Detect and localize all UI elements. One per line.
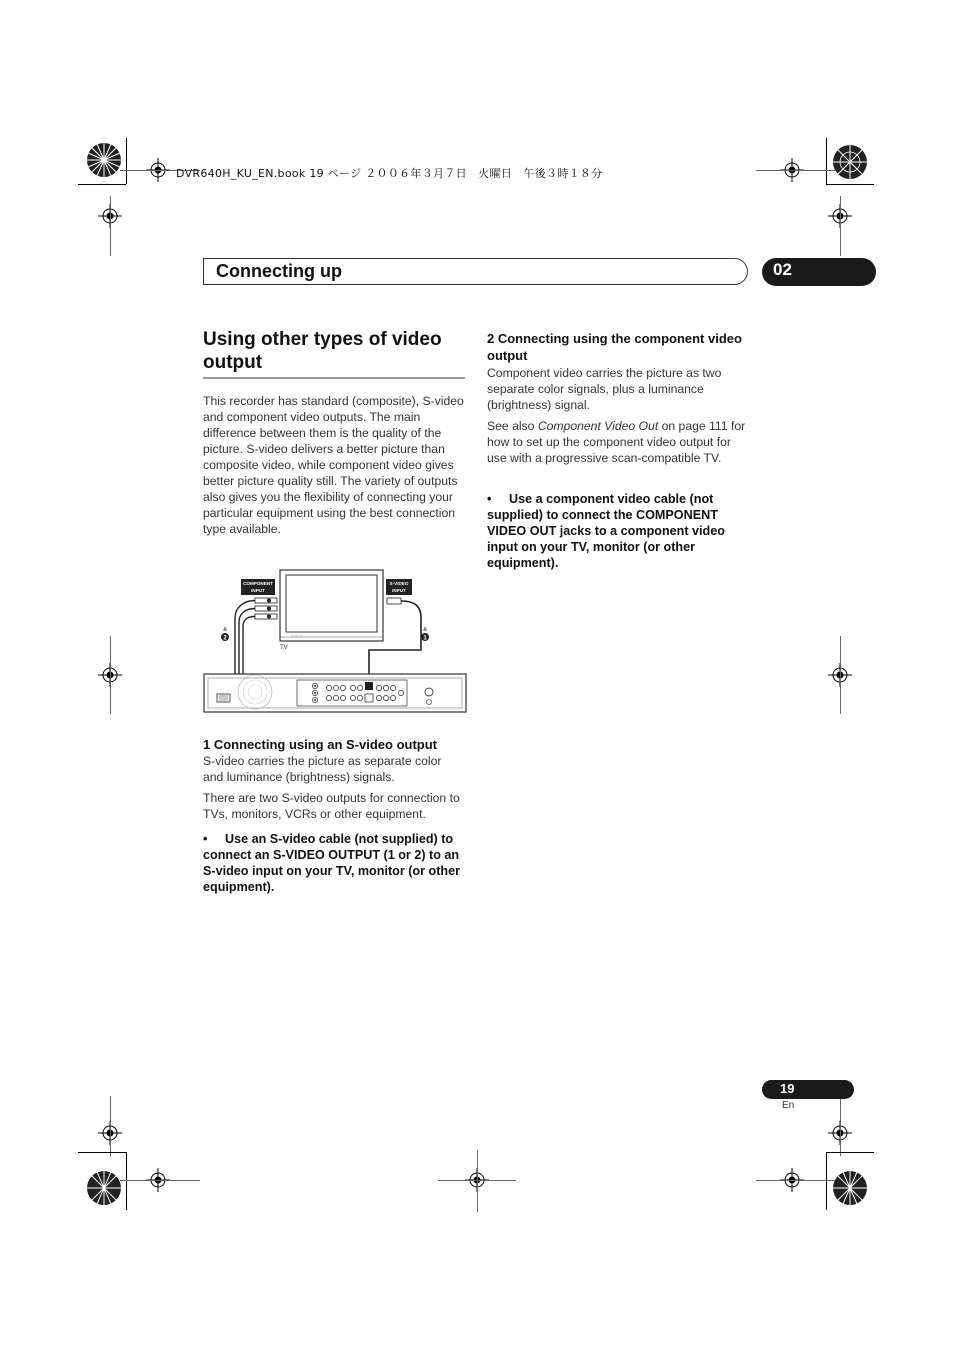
registration-star-icon <box>84 1168 124 1208</box>
chapter-number: 02 <box>773 260 792 279</box>
component-paragraph-2-prefix: See also <box>487 419 538 433</box>
page-number-badge <box>762 1080 854 1099</box>
registration-star-icon <box>84 140 124 180</box>
file-header: DVR640H_KU_EN.book 19 ページ ２００６年３月７日 火曜日 午後３時１８分 <box>176 167 603 180</box>
svideo-bullet-text: Use an S-video cable (not supplied) to connect an S-VIDEO OUTPUT (1 or 2) to an S-video input on your TV, monitor (or other equipment). <box>203 832 461 894</box>
component-video-out-reference: Component Video Out <box>537 419 659 433</box>
recorder-rear-panel <box>204 674 466 712</box>
tv-label: TV <box>280 645 288 651</box>
chapter-number-badge <box>762 258 876 286</box>
component-paragraph-2 <box>487 418 749 466</box>
component-paragraph-2-suffix: on page 111 for how to set up the component video output for use with a progressive scan-compatible TV. <box>487 419 746 465</box>
svideo-paragraph-2: There are two S-video outputs for connection to TVs, monitors, VCRs or other equipment. <box>203 791 460 821</box>
bullet-icon: • <box>203 832 208 846</box>
chapter-bar <box>203 258 748 285</box>
section-divider <box>203 377 465 379</box>
connection-diagram <box>203 568 468 718</box>
bullet-icon: • <box>487 492 492 506</box>
component-heading: 2 Connecting using the component video output <box>487 331 742 363</box>
component-bullet-text: Use a component video cable (not supplied) to connect the COMPONENT VIDEO OUT jacks to a component video input on your TV, monitor (or other equipment). <box>487 492 725 570</box>
svideo-input-label: S-VIDEO <box>389 581 409 586</box>
component-paragraph-1: Component video carries the picture as two separate color signals, plus a luminance (brightness) signal. <box>487 366 722 412</box>
svg-text:▲: ▲ <box>422 625 428 632</box>
registration-star-icon <box>830 1168 870 1208</box>
chapter-title: Connecting up <box>216 261 342 281</box>
marker-1: 1 <box>423 635 427 642</box>
svg-text:○ ○ ○: ○ ○ ○ <box>291 634 303 638</box>
component-input-label: COMPONENT <box>243 581 273 586</box>
svideo-bullet <box>203 831 469 895</box>
component-bullet <box>487 491 749 571</box>
svg-text:▲: ▲ <box>222 625 228 632</box>
svideo-paragraph-1: S-video carries the picture as separate color and luminance (brightness) signals. <box>203 754 442 784</box>
svideo-heading: 1 Connecting using an S-video output <box>203 737 437 752</box>
intro-paragraph: This recorder has standard (composite), S-video and component video outputs. The main difference between them is the quality of the picture. S-video delivers a better picture than composite video, while component video gives better picture quality still. The variety of outputs also gives you the flexibility of connecting your particular equipment using the best connection type available. <box>203 394 464 536</box>
page-number: 19 <box>780 1081 795 1096</box>
registration-star-icon <box>830 142 870 182</box>
svideo-input-label-line2: INPUT <box>392 588 406 593</box>
section-title: Using other types of video output <box>203 329 442 373</box>
component-input-label-line2: INPUT <box>251 588 265 593</box>
tv-illustration <box>280 570 383 641</box>
page-language: En <box>782 1100 795 1111</box>
marker-2: 2 <box>223 635 227 642</box>
